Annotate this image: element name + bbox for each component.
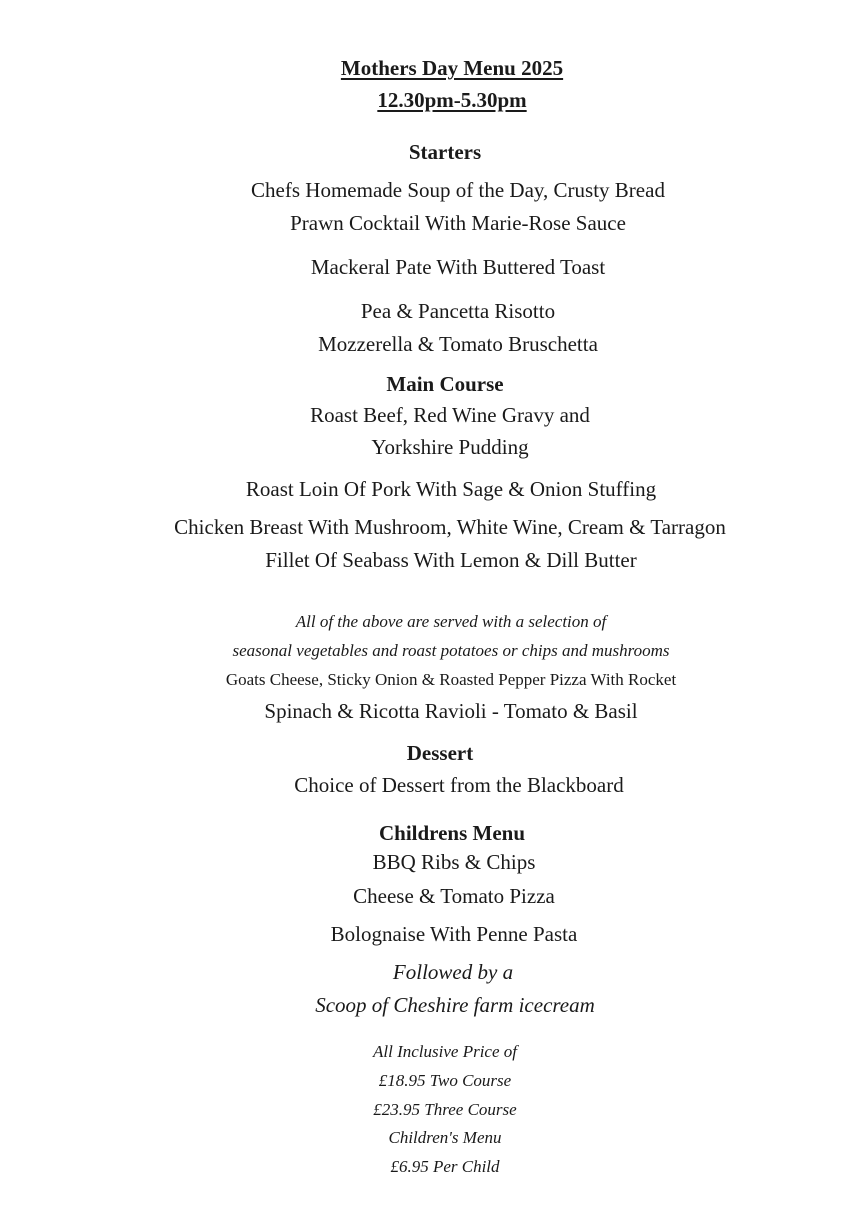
vegetarian-item: Goats Cheese, Sticky Onion & Roasted Pepper Pizza With Rocket (225, 670, 677, 689)
price-line: All Inclusive Price of (373, 1042, 517, 1061)
starter-item: Pea & Pancetta Risotto (360, 299, 556, 323)
starters-heading: Starters (408, 140, 482, 164)
starter-item: Mackeral Pate With Buttered Toast (310, 255, 606, 279)
main-item: Roast Beef, Red Wine Gravy and (310, 403, 590, 427)
price-line: £23.95 Three Course (373, 1100, 517, 1119)
starter-item: Chefs Homemade Soup of the Day, Crusty Bread (251, 178, 665, 202)
dessert-heading: Dessert (406, 741, 474, 765)
main-course-note: seasonal vegetables and roast potatoes or chips and mushrooms (232, 641, 670, 660)
main-course-heading: Main Course (386, 372, 504, 396)
childrens-menu-heading: Childrens Menu (378, 821, 526, 845)
main-item: Chicken Breast With Mushroom, White Wine, Cream & Tarragon (174, 515, 726, 539)
price-line: Children's Menu (388, 1128, 502, 1147)
main-course-note: All of the above are served with a selection of (295, 612, 607, 631)
starter-item: Prawn Cocktail With Marie-Rose Sauce (290, 211, 626, 235)
childrens-item: Bolognaise With Penne Pasta (330, 922, 578, 946)
childrens-followup: Followed by a (392, 960, 514, 984)
vegetarian-item: Spinach & Ricotta Ravioli - Tomato & Basil (264, 699, 638, 723)
dessert-item: Choice of Dessert from the Blackboard (294, 773, 624, 797)
price-line: £18.95 Two Course (378, 1071, 512, 1090)
childrens-followup: Scoop of Cheshire farm icecream (315, 993, 595, 1017)
main-item: Fillet Of Seabass With Lemon & Dill Butter (265, 548, 637, 572)
childrens-item: BBQ Ribs & Chips (372, 850, 536, 874)
price-line: £6.95 Per Child (390, 1157, 500, 1176)
menu-time: 12.30pm-5.30pm (377, 88, 527, 112)
childrens-item: Cheese & Tomato Pizza (353, 884, 555, 908)
main-item: Yorkshire Pudding (371, 435, 529, 459)
menu-title: Mothers Day Menu 2025 (340, 56, 564, 80)
starter-item: Mozzerella & Tomato Bruschetta (318, 332, 598, 356)
main-item: Roast Loin Of Pork With Sage & Onion Stuffing (245, 477, 657, 501)
